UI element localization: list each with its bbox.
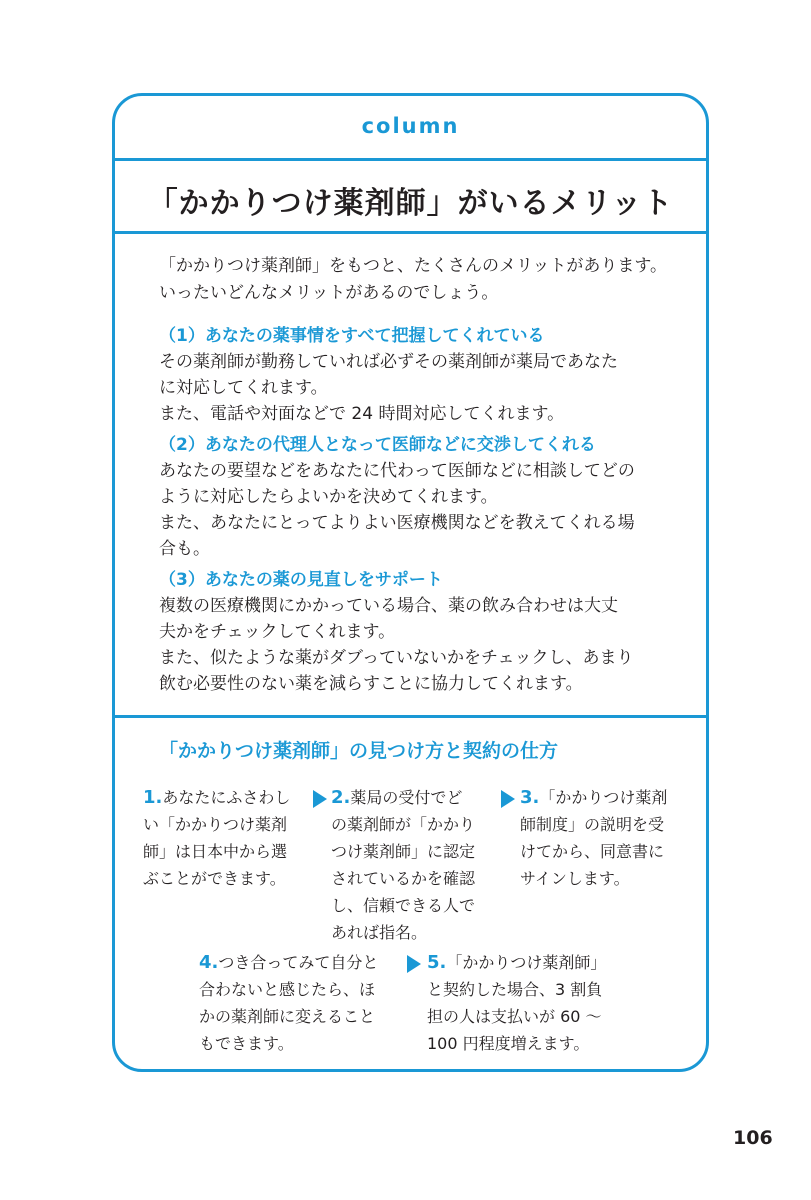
divider-how bbox=[115, 715, 706, 718]
divider-top bbox=[115, 158, 706, 161]
intro-text bbox=[159, 253, 679, 307]
body-line: また、あなたにとってよりよい医療機関などを教えてくれる場 bbox=[159, 513, 635, 533]
body-line: 合も。 bbox=[159, 539, 210, 559]
step-text: の薬剤師が「かかり bbox=[331, 815, 476, 834]
divider-title bbox=[115, 231, 706, 234]
body-line: 飲む必要性のない薬を減らすことに協力してくれます。 bbox=[159, 674, 583, 694]
step-text: あれば指名。 bbox=[331, 923, 428, 942]
step-5 bbox=[427, 949, 637, 1057]
arrow-right-icon bbox=[407, 955, 421, 973]
intro-line: 「かかりつけ薬剤師」をもつと、たくさんのメリットがあります。 bbox=[159, 256, 667, 276]
step-text: 師」は日本中から選 bbox=[143, 842, 288, 861]
page-number: 106 bbox=[733, 1127, 773, 1149]
body-line: ように対応したらよいかを決めてくれます。 bbox=[159, 487, 498, 507]
body-line: また、似たような薬がダブっていないかをチェックし、あまり bbox=[159, 648, 634, 668]
step-text: サインします。 bbox=[520, 869, 630, 888]
merit-heading-1: （1）あなたの薬事情をすべて把握してくれている bbox=[159, 326, 545, 346]
step-text: い「かかりつけ薬剤 bbox=[143, 815, 288, 834]
step-text: つき合ってみて自分と bbox=[218, 953, 379, 972]
step-text: し、信頼できる人で bbox=[331, 896, 476, 915]
step-2 bbox=[331, 784, 501, 946]
merit-body-3 bbox=[159, 593, 679, 697]
step-text: 100 円程度増えます。 bbox=[427, 1034, 590, 1053]
page-title: 「かかりつけ薬剤師」がいるメリット bbox=[147, 186, 674, 221]
step-text: と契約した場合、3 割負 bbox=[427, 980, 603, 999]
body-line: その薬剤師が勤務していれば必ずその薬剤師が薬局であなた bbox=[159, 352, 618, 372]
merit-section-2 bbox=[159, 432, 679, 562]
step-number: 4. bbox=[199, 952, 219, 973]
merit-body-1 bbox=[159, 349, 679, 427]
step-text: されているかを確認 bbox=[331, 869, 476, 888]
step-text: かの薬剤師に変えること bbox=[199, 1007, 376, 1026]
step-number: 3. bbox=[520, 787, 540, 808]
body-line: 複数の医療機関にかかっている場合、薬の飲み合わせは大丈 bbox=[159, 596, 618, 616]
merit-body-2 bbox=[159, 458, 679, 562]
column-label: column bbox=[361, 114, 460, 138]
step-number: 2. bbox=[331, 787, 351, 808]
body-line: 夫かをチェックしてくれます。 bbox=[159, 622, 396, 642]
how-to-title: 「かかりつけ薬剤師」の見つけ方と契約の仕方 bbox=[159, 740, 559, 762]
intro-line: いったいどんなメリットがあるのでしょう。 bbox=[159, 283, 499, 303]
step-text: 「かかりつけ薬剤師」 bbox=[446, 953, 607, 972]
column-box bbox=[112, 93, 709, 1072]
arrow-right-icon bbox=[313, 790, 327, 808]
step-text: つけ薬剤師」に認定 bbox=[331, 842, 476, 861]
step-4 bbox=[199, 949, 407, 1057]
step-text: ぶことができます。 bbox=[143, 869, 286, 888]
body-line: あなたの要望などをあなたに代わって医師などに相談してどの bbox=[159, 461, 635, 481]
step-text: 合わないと感じたら、ほ bbox=[199, 980, 376, 999]
step-text: 師制度」の説明を受 bbox=[520, 815, 665, 834]
merit-section-3 bbox=[159, 567, 679, 697]
step-text: 薬局の受付でど bbox=[350, 788, 463, 807]
merit-heading-3: （3）あなたの薬の見直しをサポート bbox=[159, 570, 443, 590]
step-number: 1. bbox=[143, 787, 163, 808]
arrow-right-icon bbox=[501, 790, 515, 808]
step-text: もできます。 bbox=[199, 1034, 294, 1053]
step-number: 5. bbox=[427, 952, 447, 973]
step-text: けてから、同意書に bbox=[520, 842, 665, 861]
step-1 bbox=[143, 784, 311, 892]
body-line: に対応してくれます。 bbox=[159, 378, 328, 398]
merit-heading-2: （2）あなたの代理人となって医師などに交渉してくれる bbox=[159, 435, 596, 455]
step-text: 「かかりつけ薬剤 bbox=[539, 788, 668, 807]
step-text: 担の人は支払いが 60 〜 bbox=[427, 1007, 602, 1026]
merit-section-1 bbox=[159, 323, 679, 427]
body-line: また、電話や対面などで 24 時間対応してくれます。 bbox=[159, 404, 565, 424]
step-3 bbox=[520, 784, 690, 892]
step-text: あなたにふさわし bbox=[162, 788, 291, 807]
